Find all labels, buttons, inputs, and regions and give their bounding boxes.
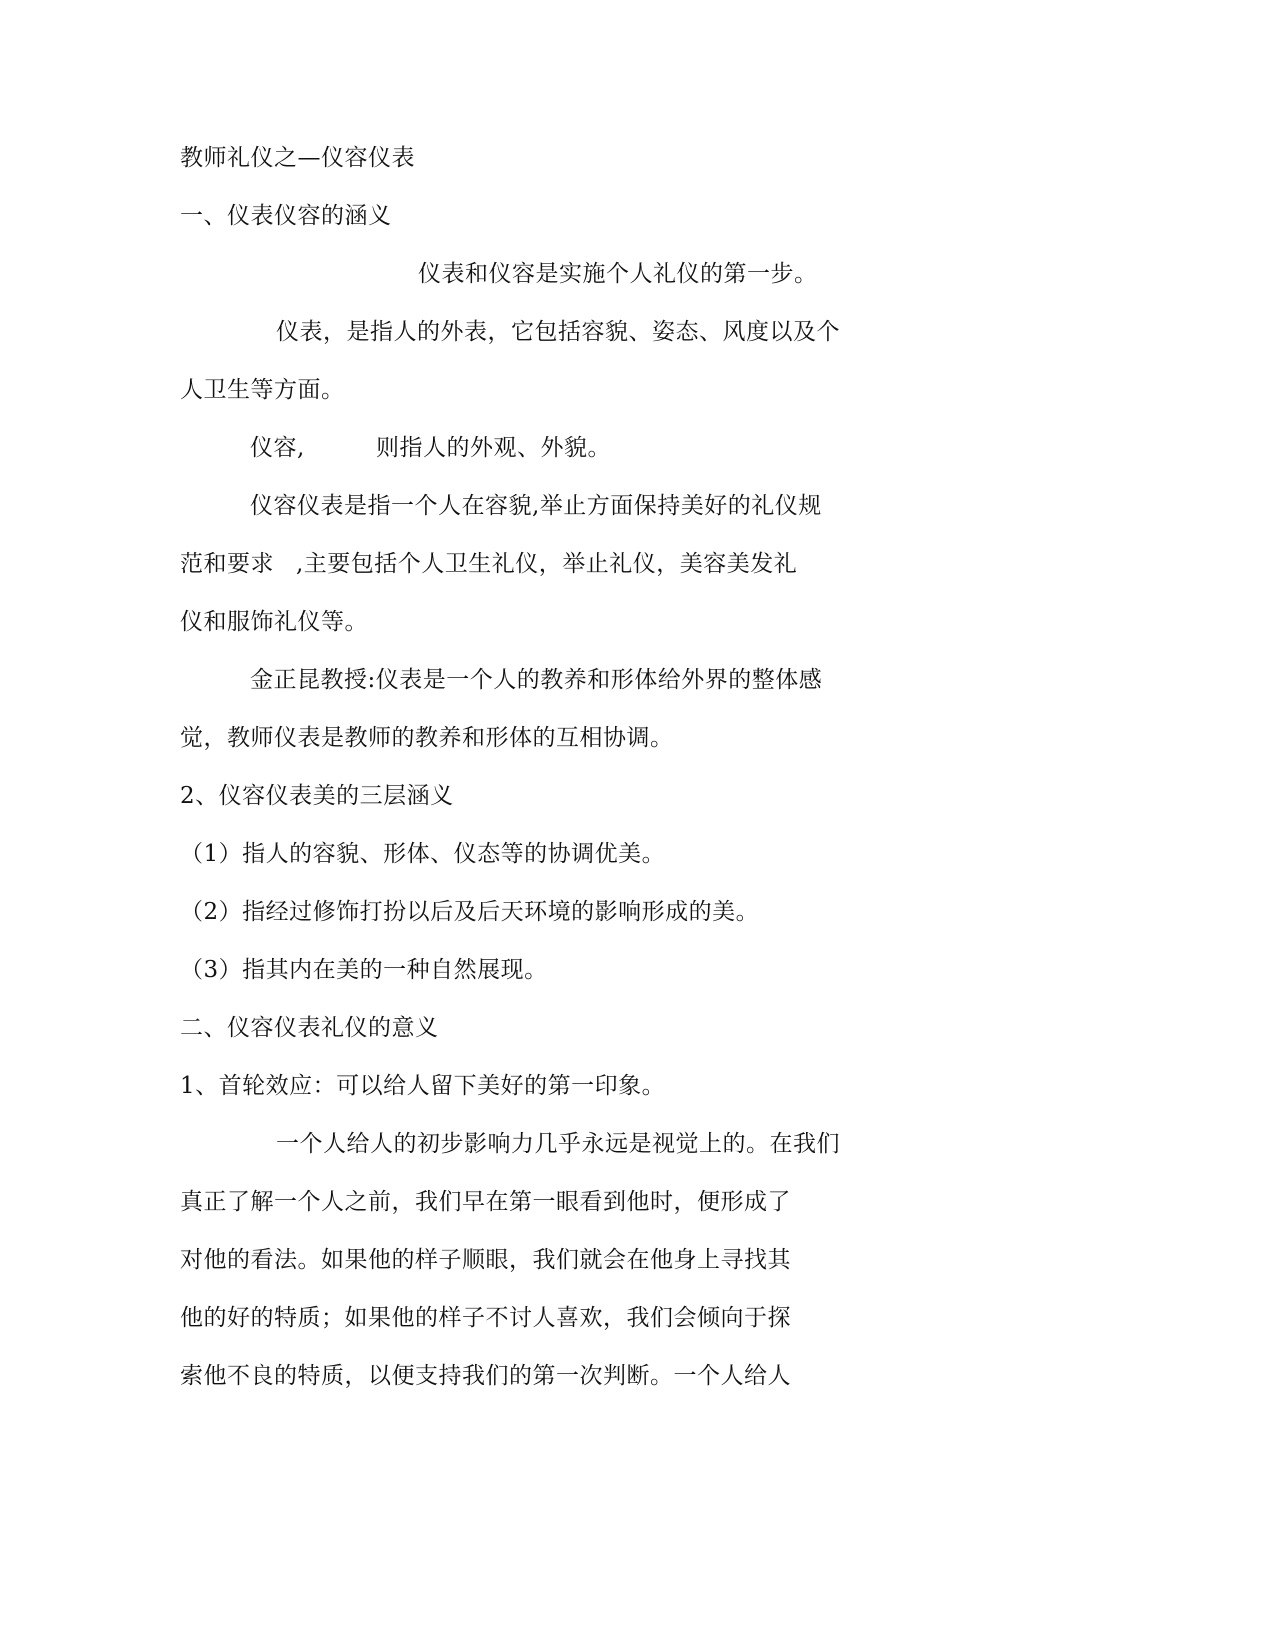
- paragraph-line: 索他不良的特质，以便支持我们的第一次判断。一个人给人: [180, 1363, 791, 1389]
- yibiao-definition-line-2: 人卫生等方面。: [180, 377, 345, 403]
- list-item: （3）指其内在美的一种自然展现。: [180, 957, 548, 983]
- paragraph-line: 他的好的特质；如果他的样子不讨人喜欢，我们会倾向于探: [180, 1305, 791, 1331]
- definition-line-2b: ,主要包括个人卫生礼仪，举止礼仪，美容美发礼: [296, 551, 798, 577]
- yibiao-definition-line-1: 仪表，是指人的外表，它包括容貌、姿态、风度以及个: [276, 319, 840, 345]
- section-heading-1: 一、仪表仪容的涵义: [180, 203, 392, 229]
- paragraph-line: 对他的看法。如果他的样子顺眼，我们就会在他身上寻找其: [180, 1247, 791, 1273]
- definition-line-2a: 范和要求: [180, 551, 274, 577]
- section-heading-3: 二、仪容仪表礼仪的意义: [180, 1015, 439, 1041]
- yirong-definition: 则指人的外观、外貌。: [376, 435, 611, 461]
- list-item: （2）指经过修饰打扮以后及后天环境的影响形成的美。: [180, 899, 760, 925]
- definition-line-3: 仪和服饰礼仪等。: [180, 609, 368, 635]
- paragraph-line: 一个人给人的初步影响力几乎永远是视觉上的。在我们: [276, 1131, 840, 1157]
- document-title: 教师礼仪之—仪容仪表: [180, 145, 415, 171]
- point-1: 1、首轮效应：可以给人留下美好的第一印象。: [180, 1073, 666, 1099]
- quote-line-2: 觉，教师仪表是教师的教养和形体的互相协调。: [180, 725, 674, 751]
- list-item: （1）指人的容貌、形体、仪态等的协调优美。: [180, 841, 666, 867]
- quote-line-1: 金正昆教授:仪表是一个人的教养和形体给外界的整体感: [250, 667, 823, 693]
- intro-paragraph: 仪表和仪容是实施个人礼仪的第一步。: [418, 261, 818, 287]
- section-heading-2: 2、仪容仪表美的三层涵义: [180, 783, 454, 809]
- definition-line-1: 仪容仪表是指一个人在容貌,举止方面保持美好的礼仪规: [250, 493, 822, 519]
- paragraph-line: 真正了解一个人之前，我们早在第一眼看到他时，便形成了: [180, 1189, 791, 1215]
- yirong-term: 仪容,: [250, 435, 305, 461]
